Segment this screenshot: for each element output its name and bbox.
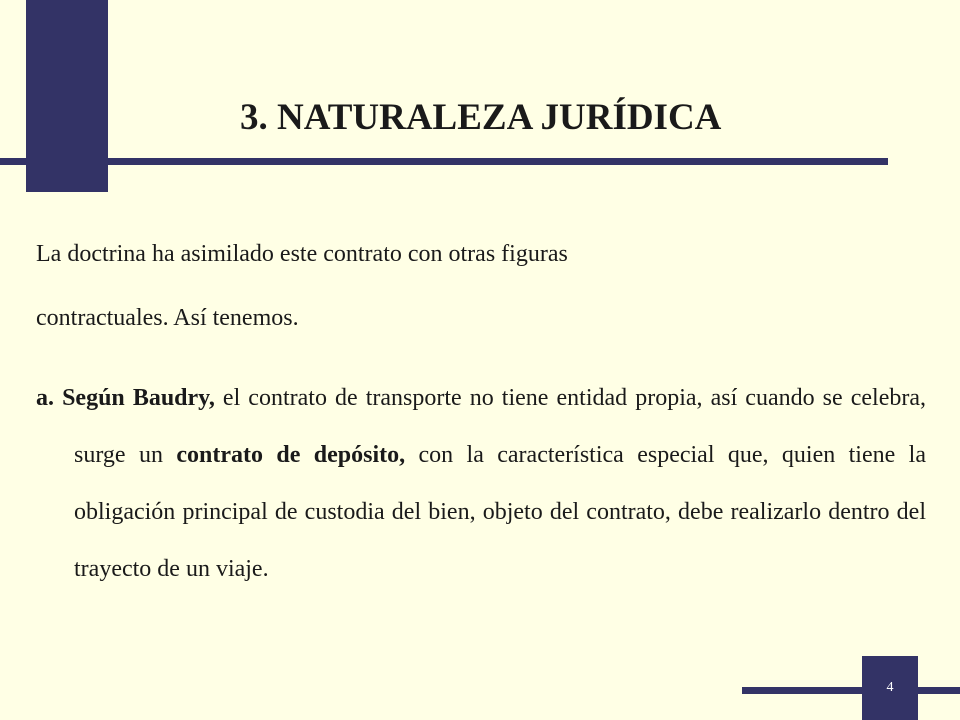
point-a-text-2: con la característica especial que, quien tiene la obligación principal de custodia del bien, objeto del contrato, debe realizarlo dentro del trayecto de un viaje. — [74, 442, 926, 582]
slide-title: 3. NATURALEZA JURÍDICA — [240, 97, 722, 138]
point-a-paragraph — [36, 370, 926, 598]
intro-paragraph — [36, 222, 896, 350]
point-a-emphasis: contrato de depósito, — [176, 442, 406, 468]
decorative-horizontal-line-bottom — [742, 687, 960, 694]
point-a-author: Según Baudry, — [62, 385, 215, 411]
intro-line-1: La doctrina ha asimilado este contrato con otras figuras — [36, 241, 568, 267]
page-number: 4 — [886, 680, 894, 695]
intro-line-2: contractuales. Así tenemos. — [36, 305, 299, 331]
point-a-marker: a. — [36, 385, 54, 411]
point-a-text-1: el contrato de transporte no tiene entidad propia, así cuando se celebra, surge un — [74, 385, 926, 468]
decorative-horizontal-line-top — [0, 158, 888, 165]
